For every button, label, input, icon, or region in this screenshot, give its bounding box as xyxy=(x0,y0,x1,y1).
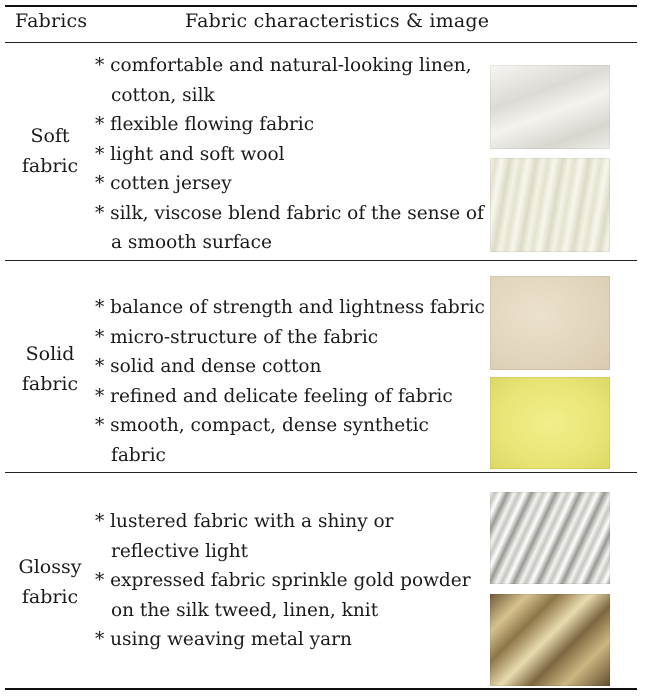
characteristic-item: * silk, viscose blend fabric of the sense of a smooth surface xyxy=(95,202,484,253)
category-soft xyxy=(5,121,95,181)
characteristic-item: * comfortable and natural-looking linen, cotton, silk xyxy=(95,55,472,106)
table-bottom-rule xyxy=(5,688,637,690)
table-row-solid xyxy=(5,260,637,472)
gold-metallic-fabric-image xyxy=(490,594,610,686)
category-line: fabric xyxy=(21,373,79,395)
header-characteristics: Fabric characteristics & image xyxy=(185,10,490,32)
characteristic-item: * micro-structure of the fabric xyxy=(95,326,379,348)
category-line: fabric xyxy=(21,586,79,608)
header-fabrics: Fabrics xyxy=(15,10,88,32)
characteristics-list xyxy=(95,293,485,470)
characteristic-item: * solid and dense cotton xyxy=(95,356,322,377)
category-line: Solid xyxy=(25,343,75,365)
characteristics-list xyxy=(95,51,485,258)
category-solid xyxy=(5,339,95,399)
characteristic-item: * flexible flowing fabric xyxy=(95,114,315,135)
category-glossy xyxy=(5,552,95,612)
characteristic-item: * light and soft wool xyxy=(95,143,285,165)
characteristic-item: * balance of strength and lightness fabric xyxy=(95,297,485,318)
white-silk-fabric-image xyxy=(490,65,610,149)
characteristic-item: * cotten jersey xyxy=(95,173,232,194)
characteristic-item: * expressed fabric sprinkle gold powder on the silk tweed, linen, knit xyxy=(95,570,471,621)
table-row-glossy xyxy=(5,472,637,688)
characteristic-item: * refined and delicate feeling of fabric xyxy=(95,385,453,407)
shiny-white-satin-image xyxy=(490,492,610,584)
category-line: fabric xyxy=(21,155,79,177)
characteristic-item: * smooth, compact, dense synthetic fabric xyxy=(95,415,429,466)
beige-cotton-fabric-image xyxy=(490,276,610,370)
category-line: Glossy xyxy=(18,556,82,578)
white-draped-fabric-image xyxy=(490,158,610,252)
characteristic-item: * using weaving metal yarn xyxy=(95,629,352,650)
characteristics-list xyxy=(95,507,485,655)
category-line: Soft xyxy=(30,125,70,147)
characteristic-item: * lustered fabric with a shiny or reflective light xyxy=(95,511,394,562)
table-row-soft xyxy=(5,42,637,260)
yellow-synthetic-fabric-image xyxy=(490,377,610,469)
table-top-rule xyxy=(5,5,637,7)
